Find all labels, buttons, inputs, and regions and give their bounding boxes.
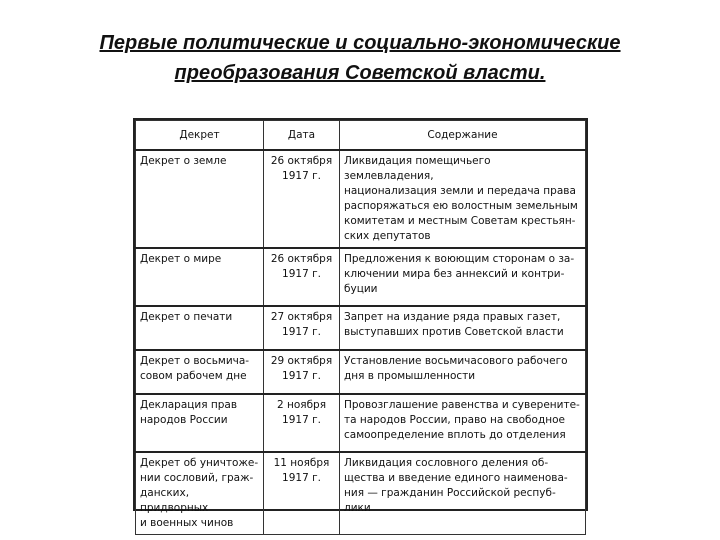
- text-line: 2 ноября: [276, 399, 327, 411]
- text-line: 1917 г.: [282, 472, 321, 484]
- text-line: выступавших против Советской власти: [344, 326, 564, 338]
- cell-date: [264, 452, 340, 535]
- text-line: лики: [344, 502, 371, 514]
- text-line: Ликвидация сословного деления об-: [344, 457, 549, 469]
- text-line: ключении мира без аннексий и контри-: [344, 268, 565, 280]
- page-title: [40, 28, 680, 88]
- text-line: Декрет о печати: [140, 311, 233, 323]
- cell-content: [340, 350, 586, 394]
- table-row: [136, 394, 586, 452]
- cell-decree: [136, 394, 264, 452]
- text-line: та народов России, право на свободное: [344, 414, 565, 426]
- cell-content: [340, 248, 586, 306]
- text-line: буции: [344, 283, 378, 295]
- cell-date: [264, 394, 340, 452]
- text-line: 1917 г.: [282, 170, 321, 182]
- text-line: Запрет на издание ряда правых газет,: [344, 311, 561, 323]
- text-line: нии сословий, граж-: [140, 472, 254, 484]
- text-line: распоряжаться ею волостным земельным: [344, 200, 578, 212]
- cell-content: [340, 150, 586, 248]
- text-line: 1917 г.: [282, 268, 321, 280]
- text-line: Декрет об уничтоже-: [140, 457, 259, 469]
- cell-decree: [136, 150, 264, 248]
- title-line-1: Первые политические и социально-экономические: [99, 32, 621, 54]
- text-line: 26 октября: [270, 253, 333, 265]
- cell-content: [340, 306, 586, 350]
- cell-decree: [136, 350, 264, 394]
- table-row: [136, 248, 586, 306]
- text-line: Декрет о земле: [140, 155, 227, 167]
- text-line: 11 ноября: [273, 457, 330, 469]
- cell-date: [264, 248, 340, 306]
- title-line-2: преобразования Советской власти.: [174, 62, 546, 84]
- cell-content: [340, 452, 586, 535]
- header-decree: Декрет: [136, 121, 264, 151]
- table-row: [136, 150, 586, 248]
- table-row: [136, 350, 586, 394]
- text-line: дня в промышленности: [344, 370, 476, 382]
- text-line: 27 октября: [270, 311, 333, 323]
- cell-date: [264, 350, 340, 394]
- text-line: Установление восьмичасового рабочего: [344, 355, 568, 367]
- cell-decree: [136, 452, 264, 535]
- text-line: 26 октября: [270, 155, 333, 167]
- cell-decree: [136, 306, 264, 350]
- cell-date: [264, 150, 340, 248]
- text-line: комитетам и местным Советам крестьян-: [344, 215, 576, 227]
- cell-decree: [136, 248, 264, 306]
- text-line: 1917 г.: [282, 414, 321, 426]
- text-line: Декрет о мире: [140, 253, 222, 265]
- text-line: самоопределение вплоть до отделения: [344, 429, 566, 441]
- cell-content: [340, 394, 586, 452]
- text-line: национализация земли и передача права: [344, 185, 576, 197]
- cell-date: [264, 306, 340, 350]
- header-content: Содержание: [340, 121, 586, 151]
- table-header-row: [136, 121, 586, 151]
- text-line: и военных чинов: [140, 517, 234, 529]
- text-line: ских депутатов: [344, 230, 431, 242]
- text-line: 29 октября: [270, 355, 333, 367]
- decrees-table-container: [133, 118, 588, 529]
- decrees-table: [135, 120, 586, 535]
- text-line: щества и введение единого наименова-: [344, 472, 568, 484]
- text-line: Декларация прав: [140, 399, 238, 411]
- text-line: Провозглашение равенства и суверените-: [344, 399, 580, 411]
- text-line: народов России: [140, 414, 228, 426]
- text-line: 1917 г.: [282, 370, 321, 382]
- text-line: данских, придворных: [140, 487, 209, 514]
- text-line: Декрет о восьмича-: [140, 355, 250, 367]
- text-line: Предложения к воюющим сторонам о за-: [344, 253, 575, 265]
- table-row: [136, 452, 586, 535]
- text-line: совом рабочем дне: [140, 370, 247, 382]
- header-date: Дата: [264, 121, 340, 151]
- text-line: ния — гражданин Российской респуб-: [344, 487, 556, 499]
- table-row: [136, 306, 586, 350]
- text-line: Ликвидация помещичьего землевладения,: [344, 155, 491, 182]
- text-line: 1917 г.: [282, 326, 321, 338]
